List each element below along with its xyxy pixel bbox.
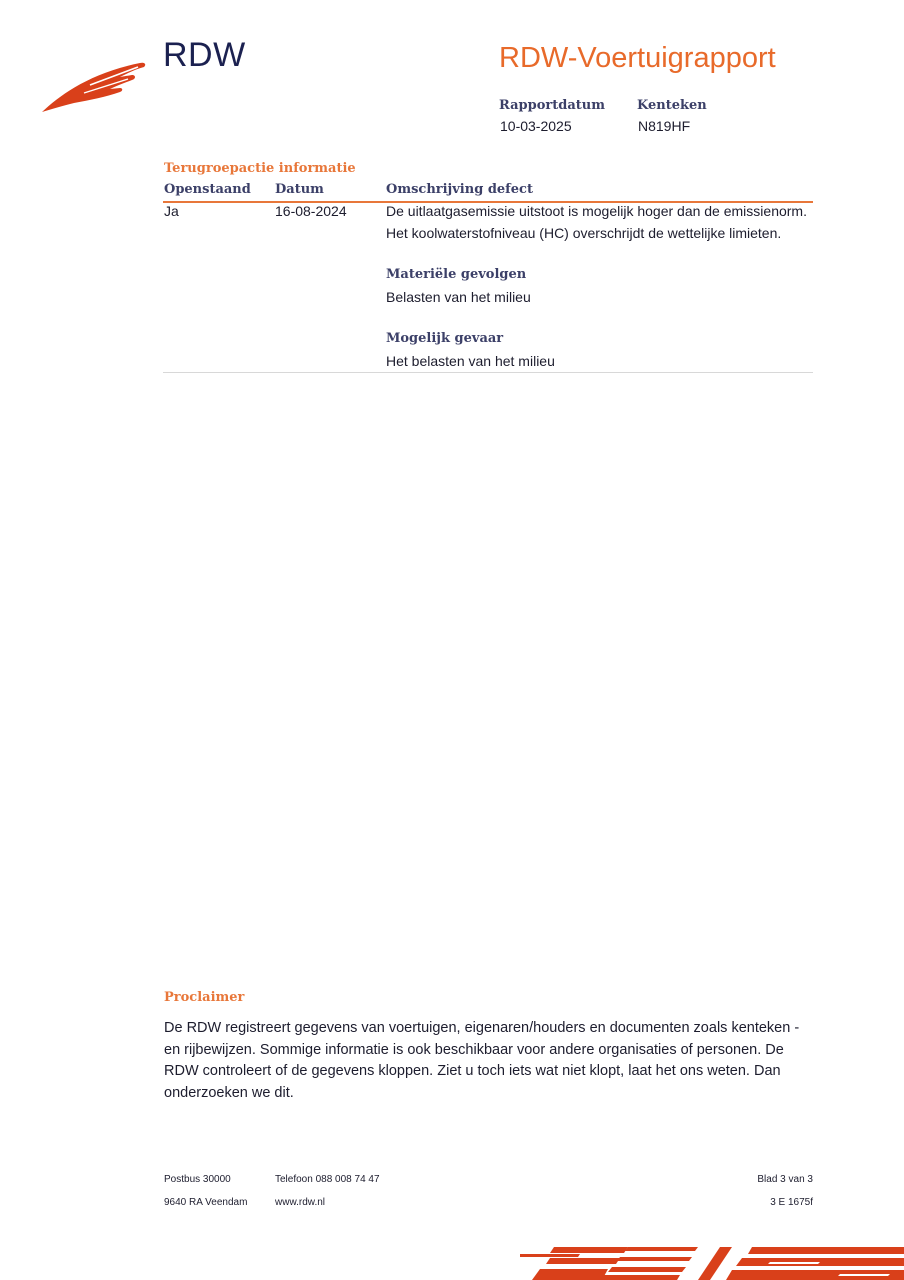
kenteken-value: N819HF: [638, 118, 691, 134]
recall-section-title: Terugroepactie informatie: [164, 161, 356, 176]
footer-page-number: Blad 3 van 3: [757, 1174, 813, 1185]
column-header-datum: Datum: [275, 182, 324, 197]
table-bottom-rule: [163, 372, 813, 373]
rdw-logo-icon: [40, 55, 148, 115]
rapportdatum-value: 10-03-2025: [500, 118, 572, 134]
cell-description-line2: Het koolwaterstofniveau (HC) overschrijdt de wettelijke limieten.: [386, 225, 782, 241]
gevolgen-value: Belasten van het milieu: [386, 289, 531, 305]
footer-postbus: Postbus 30000: [164, 1174, 231, 1185]
decorative-stripes-icon: [520, 1244, 904, 1280]
rapportdatum-label: Rapportdatum: [499, 98, 605, 113]
cell-openstaand: Ja: [164, 203, 179, 219]
column-header-openstaand: Openstaand: [164, 182, 251, 197]
gevaar-label: Mogelijk gevaar: [386, 331, 504, 346]
report-title: RDW-Voertuigrapport: [499, 42, 776, 74]
proclaimer-text: De RDW registreert gegevens van voertuigen, eigenaren/houders en documenten zoals kenteken - en rijbewijzen. Sommige informatie is ook beschikbaar voor andere organisaties of personen. De RDW controleert of de gegevens kloppen. Ziet u toch iets wat niet klopt, laat het ons weten. Dan onderzoeken we dit.: [164, 1020, 800, 1101]
gevolgen-label: Materiële gevolgen: [386, 267, 527, 282]
cell-datum: 16-08-2024: [275, 203, 347, 219]
footer-telefoon: Telefoon 088 008 74 47: [275, 1174, 380, 1185]
footer-website-link[interactable]: www.rdw.nl: [275, 1197, 326, 1208]
footer-document-code: 3 E 1675f: [770, 1197, 813, 1208]
gevaar-value: Het belasten van het milieu: [386, 353, 555, 369]
kenteken-label: Kenteken: [637, 98, 707, 113]
proclaimer-title: Proclaimer: [164, 990, 245, 1005]
brand-name: RDW: [163, 36, 246, 74]
column-header-omschrijving: Omschrijving defect: [386, 182, 533, 197]
cell-description-line1: De uitlaatgasemissie uitstoot is mogelijk hoger dan de emissienorm.: [386, 203, 807, 219]
footer-address: 9640 RA Veendam: [164, 1197, 248, 1208]
